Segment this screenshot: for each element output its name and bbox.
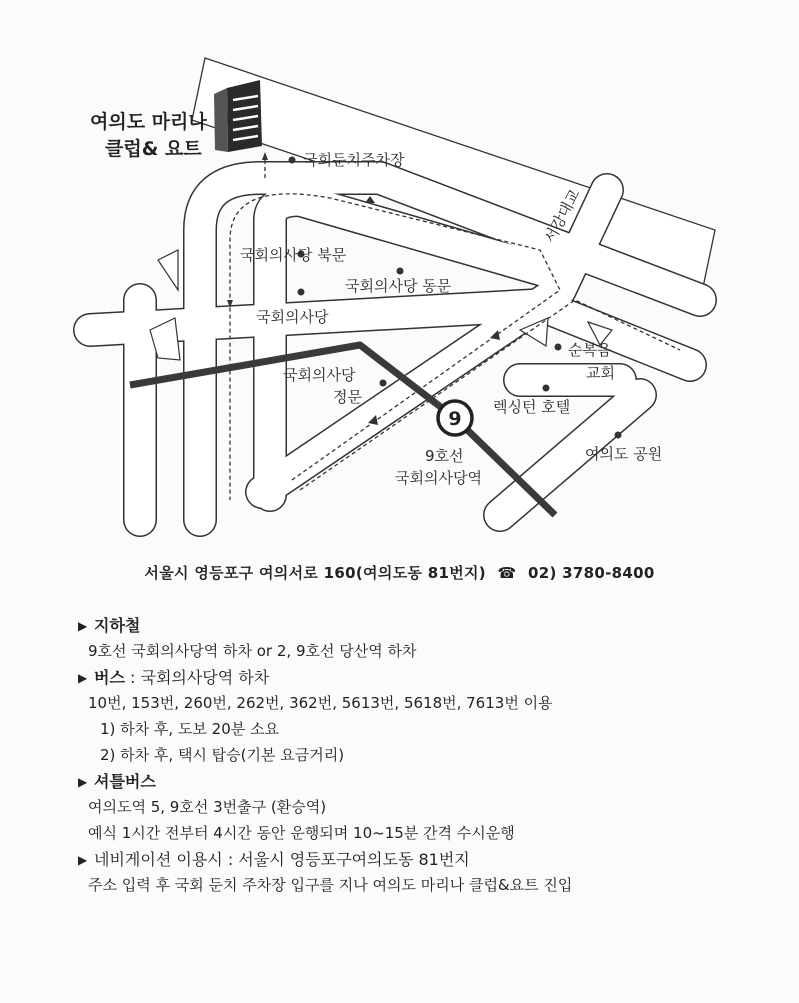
road-label-seogang-bridge: 서강대교 [540,186,584,246]
triangle-bullet-icon: ▶ [78,619,88,633]
park-label: 여의도 공원 [585,445,663,463]
navigation-info-line: 주소 입력 후 국회 둔치 주차장 입구를 지나 여의도 마리나 클럽&요트 진입 [88,876,573,894]
shuttle-stop-line: 여의도역 5, 9호선 3번출구 (환승역) [88,798,327,816]
station-label-line2: 국회의사당역 [395,469,482,487]
bus-option-taxi: 2) 하차 후, 택시 탑승(기본 요금거리) [100,746,345,764]
main-gate-label-line1: 국회의사당 [283,366,356,384]
main-gate-label-line2: 정문 [333,388,362,406]
map-title-line1: 여의도 마리나 [90,111,207,133]
church-label-line2: 교회 [586,364,615,382]
triangle-bullet-icon: ▶ [78,853,88,867]
north-gate-label: 국회의사당 북문 [240,246,347,264]
assembly-label: 국회의사당 [256,308,329,326]
bus-option-walk: 1) 하차 후, 도보 20분 소요 [100,720,280,738]
address-text: 서울시 영등포구 여의서로 160(여의도동 81번지) [144,564,486,582]
subway-line-number: 9 [448,408,462,430]
church-label-line1: 순복음 [568,341,612,359]
building-icon [214,80,262,152]
hotel-label: 렉싱턴 호텔 [493,398,571,416]
shuttle-schedule-line: 예식 1시간 전부터 4시간 동안 운행되며 10~15분 간격 수시운행 [88,824,515,842]
address-line [0,562,799,583]
subway-info-line: 9호선 국회의사당역 하차 or 2, 9호선 당산역 하차 [88,642,417,660]
bus-section-title: ▶ 버스 : 국회의사당역 하차 [78,668,270,687]
directions-info [78,610,778,896]
station-label-line1: 9호선 [425,447,464,465]
shuttle-section-title: ▶ 셔틀버스 [78,772,156,791]
navigation-section-title: ▶ 네비게이션 이용시 : 서울시 영등포구여의도동 81번지 [78,850,470,869]
triangle-bullet-icon: ▶ [78,775,88,789]
map-title-line2: 클럽& 요트 [105,138,202,160]
east-gate-label: 국회의사당 동문 [345,277,452,295]
triangle-bullet-icon: ▶ [78,671,88,685]
phone-icon: ☎ [497,564,517,582]
phone-number: 02) 3780-8400 [528,564,655,582]
subway-station-marker [438,401,472,435]
bus-routes-line: 10번, 153번, 260번, 262번, 362번, 5613번, 5618번, 7613번 이용 [88,694,553,712]
parking-label: 국회둔치주차장 [303,151,405,169]
subway-section-title: ▶ 지하철 [78,616,141,635]
